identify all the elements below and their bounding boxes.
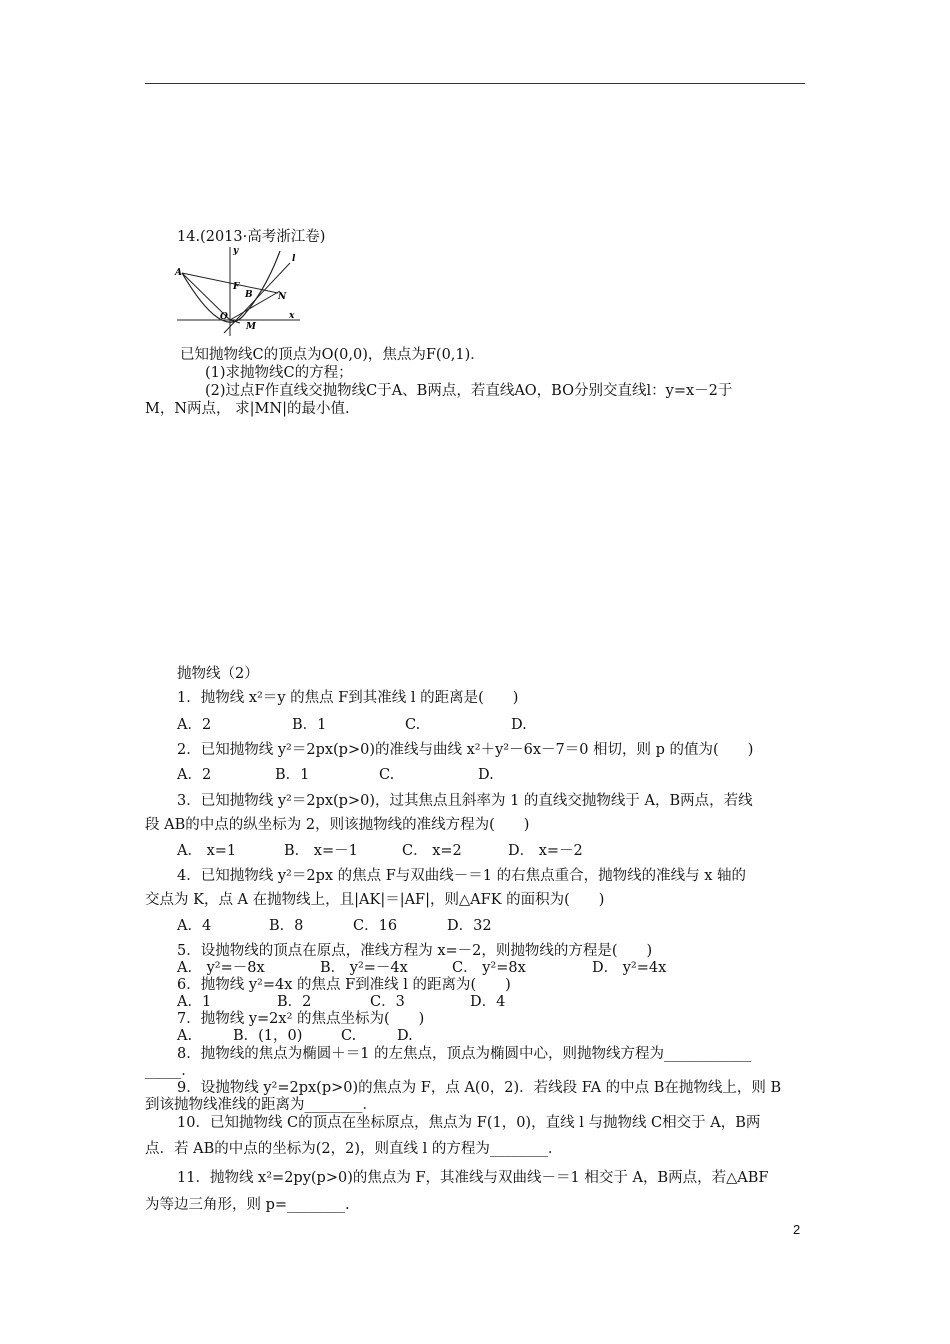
figure-label-f: F <box>233 282 240 292</box>
q3-option-a: A． x=1 <box>177 843 237 859</box>
q14-line4: M，N两点， 求|MN|的最小值. <box>145 401 350 417</box>
q9-line1: 9．设抛物线 y²=2px(p>0)的焦点为 F，点 A(0，2)．若线段 FA 的中点 B在抛物线上，则 B <box>177 1080 782 1096</box>
q10-line2: 点．若 AB的中点的坐标为(2，2)，则直线 l 的方程为________． <box>145 1141 563 1157</box>
q1-option-b: B．1 <box>292 717 327 733</box>
q7-option-b: B．(1，0) <box>233 1028 303 1044</box>
q7-option-d: D. <box>397 1028 413 1044</box>
q5-option-c: C． y²=8x <box>452 960 526 976</box>
q3-option-d: D． x=－2 <box>508 843 583 859</box>
q6-stem: 6．抛物线 y²=4x 的焦点 F到准线 l 的距离为( ) <box>177 977 511 993</box>
q7-option-a: A. <box>177 1028 193 1044</box>
q6-option-a: A．1 <box>177 994 212 1010</box>
q1-option-c: C. <box>405 717 421 733</box>
q14-figure <box>172 241 307 338</box>
q4-option-c: C．16 <box>353 918 398 934</box>
q1-option-a: A．2 <box>177 717 212 733</box>
q2-stem: 2．已知抛物线 y²＝2px(p>0)的准线与曲线 x²＋y²－6x－7＝0 相切，则 p 的值为( ) <box>177 742 754 758</box>
q14-line1: 已知抛物线C的顶点为O(0,0)，焦点为F(0,1)． <box>180 347 485 363</box>
q1-stem: 1．抛物线 x²＝y 的焦点 F到其准线 l 的距离是( ) <box>177 690 519 706</box>
q3-stem-line1: 3．已知抛物线 y²＝2px(p>0)，过其焦点且斜率为 1 的直线交抛物线于 A，B两点，若线 <box>177 793 753 809</box>
q2-option-a: A．2 <box>177 767 212 783</box>
section-title: 抛物线（2） <box>177 666 259 682</box>
page-number: 2 <box>793 1222 801 1237</box>
figure-label-y: y <box>233 246 239 256</box>
q11-line2: 为等边三角形，则 p=________. <box>145 1197 350 1213</box>
q1-option-d: D. <box>511 717 527 733</box>
q4-option-b: B．8 <box>269 918 304 934</box>
q14-line2: (1)求抛物线C的方程； <box>205 365 353 381</box>
q10-line1: 10．已知抛物线 C的顶点在坐标原点，焦点为 F(1，0)，直线 l 与抛物线 C相交于 A，B两 <box>177 1115 761 1131</box>
q6-option-d: D．4 <box>470 994 506 1010</box>
q2-option-c: C. <box>379 767 395 783</box>
q3-stem-line2: 段 AB的中点的纵坐标为 2，则该抛物线的准线方程为( ) <box>145 817 530 833</box>
figure-label-a: A <box>175 268 182 278</box>
q7-option-c: C. <box>341 1028 357 1044</box>
figure-label-x: x <box>289 311 295 321</box>
q2-option-d: D. <box>478 767 494 783</box>
q9-line2: 到该抛物线准线的距离为________． <box>145 1097 377 1113</box>
q6-option-b: B．2 <box>277 994 312 1010</box>
q5-option-b: B． y²=－4x <box>320 960 408 976</box>
q8-line2: _____． <box>145 1063 196 1079</box>
figure-label-o: O <box>220 312 228 322</box>
q4-stem-line1: 4．已知抛物线 y²＝2px 的焦点 F与双曲线－＝1 的右焦点重合，抛物线的准线与 x 轴的 <box>177 868 747 884</box>
q6-option-c: C．3 <box>370 994 405 1010</box>
q4-stem-line2: 交点为 K，点 A 在抛物线上，且|AK|＝|AF|，则△AFK 的面积为( ) <box>145 892 605 908</box>
q4-option-a: A．4 <box>177 918 212 934</box>
q8-line1: 8．抛物线的焦点为椭圆＋＝1 的左焦点，顶点为椭圆中心，则抛物线方程为____________ <box>177 1046 752 1062</box>
q3-option-c: C． x=2 <box>402 843 462 859</box>
q5-stem: 5．设抛物线的顶点在原点，准线方程为 x=－2，则抛物线的方程是( ) <box>177 943 653 959</box>
q5-option-d: D． y²=4x <box>592 960 667 976</box>
q14-line3: (2)过点F作直线交抛物线C于A、B两点，若直线AO，BO分别交直线l：y=x－2于 <box>205 383 733 399</box>
figure-label-l: l <box>292 254 296 264</box>
q3-option-b: B． x=－1 <box>284 843 358 859</box>
q7-stem: 7．抛物线 y=2x² 的焦点坐标为( ) <box>177 1011 425 1027</box>
q5-option-a: A． y²=－8x <box>177 960 265 976</box>
figure-label-n: N <box>278 292 287 302</box>
q4-option-d: D．32 <box>447 918 492 934</box>
figure-label-b: B <box>245 290 253 300</box>
q11-line1: 11．抛物线 x²=2py(p>0)的焦点为 F，其准线与双曲线－＝1 相交于 A，B两点，若△ABF <box>177 1170 769 1186</box>
header-rule <box>145 83 805 84</box>
q2-option-b: B．1 <box>275 767 310 783</box>
q14-title: 14.(2013·高考浙江卷) <box>177 229 326 245</box>
figure-label-m: M <box>246 322 256 332</box>
